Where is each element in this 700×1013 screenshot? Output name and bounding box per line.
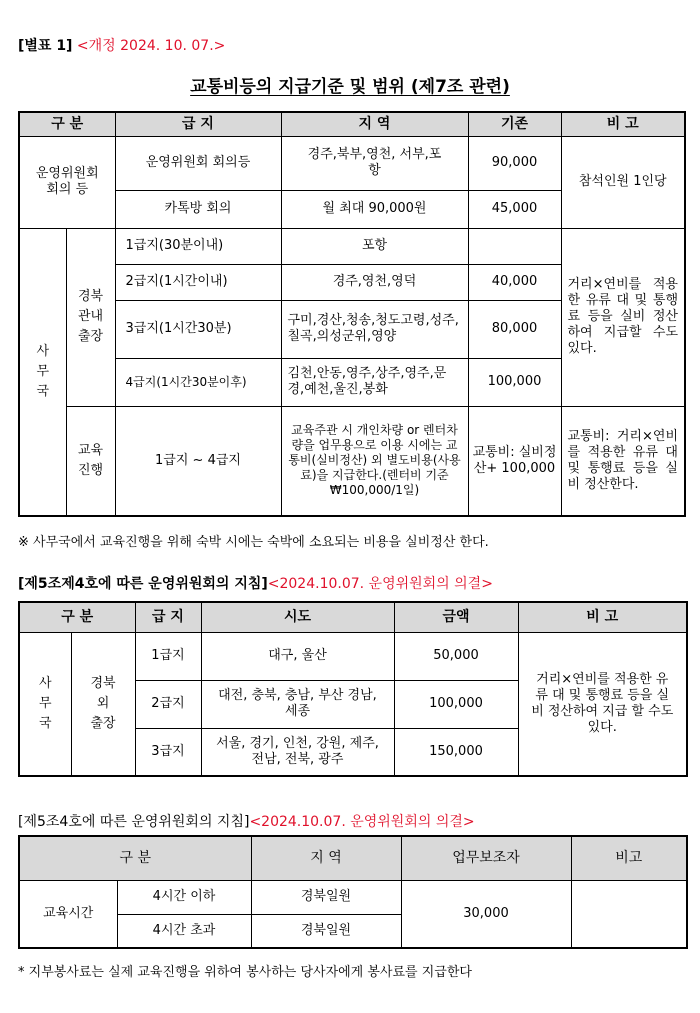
grade-3-region: 구미,경산,청송,청도고령,성주,칠곡,의성군위,영양 bbox=[281, 300, 468, 358]
t2-grade-2-region: 대전, 충북, 충남, 부산 경남, 세종 bbox=[201, 680, 394, 728]
out-of-province-table bbox=[18, 601, 688, 777]
in-province-remarks: 거리×연비를 적용한 유류 대 및 통행료 등을 실비 정산하여 지급할 수도 있다. bbox=[561, 228, 685, 406]
grade-4-region: 김천,안동,영주,상주,영주,문경,예천,울진,봉화 bbox=[281, 358, 468, 406]
meeting-amount: 90,000 bbox=[468, 136, 561, 190]
in-province-trip: 경북 관내 출장 bbox=[66, 228, 115, 406]
document-title: 교통비등의 지급기준 및 범위 (제7조 관련) bbox=[190, 77, 510, 97]
grade-3-amount: 80,000 bbox=[468, 300, 561, 358]
guideline-header-2 bbox=[18, 811, 475, 831]
education-amount: 교통비: 실비정산+ 100,000 bbox=[468, 406, 561, 516]
t3-header-assistant: 업무보조자 bbox=[401, 836, 571, 880]
t2-header-remarks: 비 고 bbox=[518, 602, 687, 632]
decision-note-2: <2024.10.07. 운영위원회의 의결> bbox=[249, 814, 475, 830]
transport-fee-table bbox=[18, 111, 686, 517]
meeting-category: 운영위원회 회의 등 bbox=[19, 136, 115, 228]
t3-amount: 30,000 bbox=[401, 880, 571, 948]
education-region: 교육주관 시 개인차량 or 렌터차량을 업무용으로 이용 시에는 교통비(실비정산) 외 별도비용(사용료)을 지급한다.(렌터비 기준 ₩100,000/1일) bbox=[281, 406, 468, 516]
lodging-note: ※ 사무국에서 교육진행을 위해 숙박 시에는 숙박에 소요되는 비용을 실비정산 한다. bbox=[18, 535, 489, 550]
appendix-label: [별표 1] bbox=[18, 38, 73, 54]
t3-header-category: 구 분 bbox=[19, 836, 251, 880]
t3-remarks bbox=[571, 880, 687, 948]
t2-header-category: 구 분 bbox=[19, 602, 135, 632]
grade-2: 2급지(1시간이내) bbox=[115, 264, 281, 300]
t2-grade-2: 2급지 bbox=[135, 680, 201, 728]
t2-header-grade: 급 지 bbox=[135, 602, 201, 632]
grade-1-amount bbox=[468, 228, 561, 264]
meeting-remarks: 참석인원 1인당 bbox=[561, 136, 685, 228]
col-header-grade: 급 지 bbox=[115, 112, 281, 136]
grade-1: 1급지(30분이내) bbox=[115, 228, 281, 264]
education-remarks: 교통비: 거리×연비를 적용한 유류 대 및 통행료 등을 실비 정산한다. bbox=[561, 406, 685, 516]
revision-note: <개정 2024. 10. 07.> bbox=[76, 38, 226, 54]
service-fee-note: * 지부봉사료는 실제 교육진행을 위하여 봉사하는 당사자에게 봉사료를 지급한다 bbox=[18, 965, 472, 980]
meeting-region: 경주,북부,영천, 서부,포항 bbox=[281, 136, 468, 190]
t2-grade-1-amount: 50,000 bbox=[394, 632, 518, 680]
t3-time-2: 4시간 초과 bbox=[117, 914, 251, 948]
grade-4-amount: 100,000 bbox=[468, 358, 561, 406]
guideline-header-1 bbox=[18, 573, 493, 593]
t2-header-amount: 금액 bbox=[394, 602, 518, 632]
col-header-remarks: 비 고 bbox=[561, 112, 685, 136]
education-grade: 1급지 ~ 4급지 bbox=[115, 406, 281, 516]
t2-grade-3-region: 서울, 경기, 인천, 강원, 제주, 전남, 전북, 광주 bbox=[201, 728, 394, 776]
guideline-label-2: [제5조4호에 따른 운영위원회의 지침] bbox=[18, 814, 250, 830]
t2-header-province: 시도 bbox=[201, 602, 394, 632]
t3-category: 교육시간 bbox=[19, 880, 117, 948]
appendix-header bbox=[18, 35, 225, 55]
t3-region-1: 경북일원 bbox=[251, 880, 401, 914]
t3-time-1: 4시간 이하 bbox=[117, 880, 251, 914]
education-trip: 교육 진행 bbox=[66, 406, 115, 516]
t3-header-region: 지 역 bbox=[251, 836, 401, 880]
kakao-region: 월 최대 90,000원 bbox=[281, 190, 468, 228]
t2-grade-1-region: 대구, 울산 bbox=[201, 632, 394, 680]
t2-office-category: 사 무 국 bbox=[19, 632, 71, 776]
guideline-label-1: [제5조제4호에 따른 운영위원회의 지침] bbox=[18, 576, 268, 592]
grade-4: 4급지(1시간30분이후) bbox=[115, 358, 281, 406]
t2-grade-3-amount: 150,000 bbox=[394, 728, 518, 776]
t2-remarks: 거리×연비를 적용한 유류 대 및 통행료 등을 실비 정산하여 지급 할 수도 있다. bbox=[518, 632, 687, 776]
grade-2-amount: 40,000 bbox=[468, 264, 561, 300]
decision-note-1: <2024.10.07. 운영위원회의 의결> bbox=[267, 576, 493, 592]
grade-1-region: 포항 bbox=[281, 228, 468, 264]
kakao-grade: 카톡방 회의 bbox=[115, 190, 281, 228]
t2-grade-2-amount: 100,000 bbox=[394, 680, 518, 728]
grade-2-region: 경주,영천,영덕 bbox=[281, 264, 468, 300]
kakao-amount: 45,000 bbox=[468, 190, 561, 228]
t2-out-trip: 경북 외 출장 bbox=[71, 632, 135, 776]
t2-grade-3: 3급지 bbox=[135, 728, 201, 776]
education-assistant-table bbox=[18, 835, 688, 949]
col-header-category: 구 분 bbox=[19, 112, 115, 136]
col-header-existing: 기존 bbox=[468, 112, 561, 136]
t2-grade-1: 1급지 bbox=[135, 632, 201, 680]
col-header-region: 지 역 bbox=[281, 112, 468, 136]
office-category: 사무국 bbox=[19, 228, 66, 516]
meeting-grade: 운영위원회 회의등 bbox=[115, 136, 281, 190]
grade-3: 3급지(1시간30분) bbox=[115, 300, 281, 358]
t3-region-2: 경북일원 bbox=[251, 914, 401, 948]
t3-header-remarks: 비고 bbox=[571, 836, 687, 880]
